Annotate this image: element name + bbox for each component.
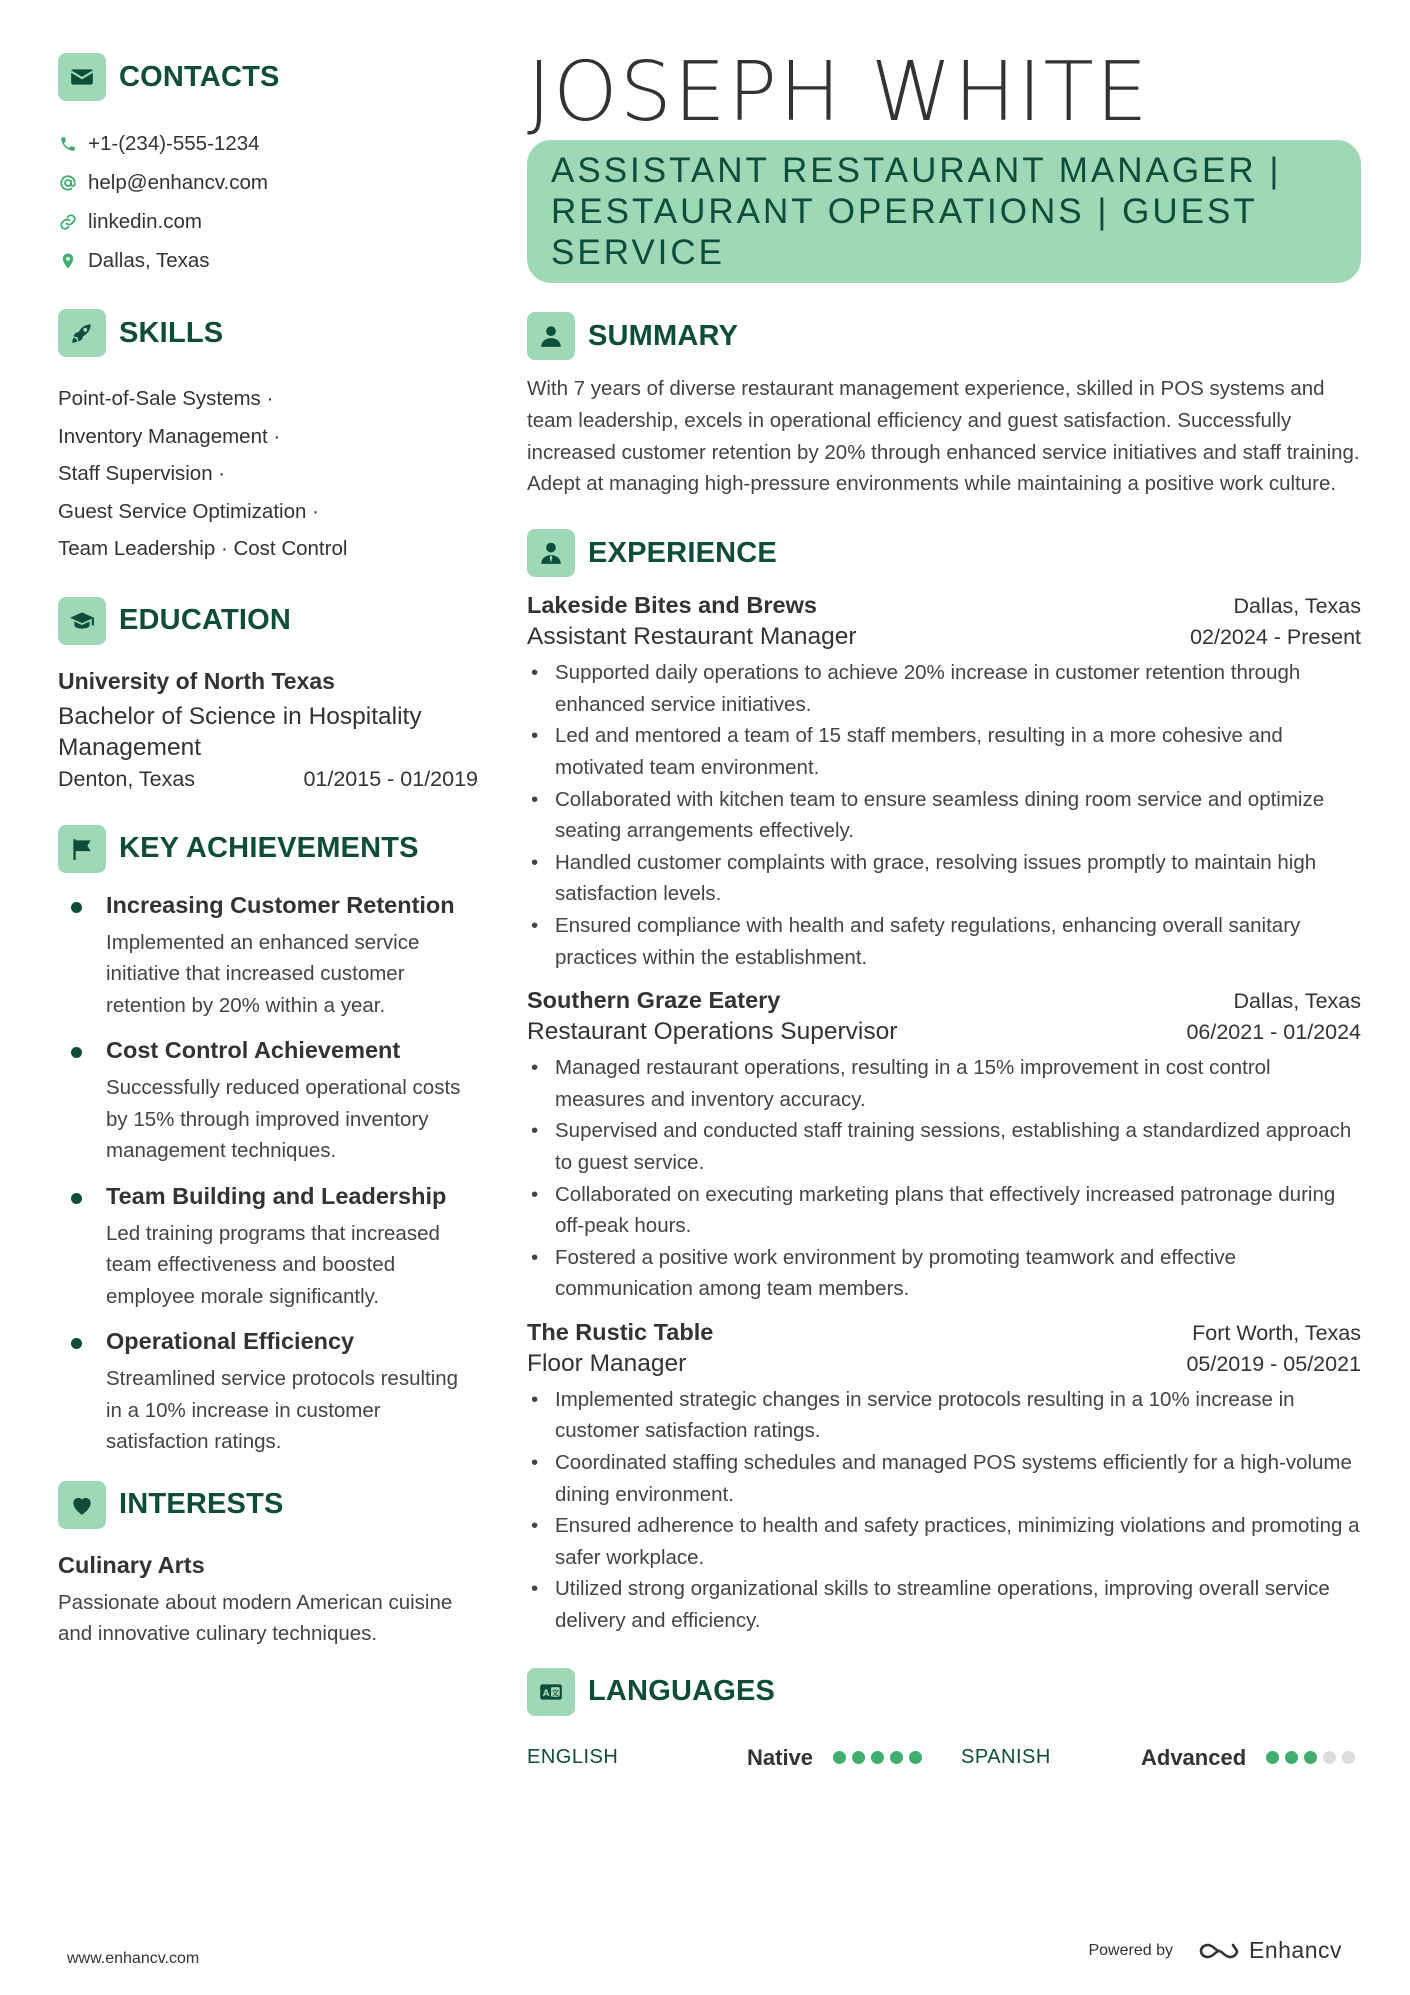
- bullet-dot: [71, 1338, 82, 1349]
- job-dates: 02/2024 - Present: [1190, 625, 1361, 650]
- achievement-item: [58, 1181, 478, 1313]
- map-pin-icon: [58, 251, 78, 271]
- language-rating: [1266, 1751, 1355, 1764]
- job-bullet: • Handled customer complaints with grace, resolving issues promptly to maintain high satisfaction levels.: [527, 847, 1361, 910]
- achievement-title: Operational Efficiency: [106, 1328, 355, 1354]
- job-location: Dallas, Texas: [1233, 594, 1361, 619]
- skill-row: Point-of-Sale Systems ·: [58, 387, 274, 410]
- experience-heading-row: [527, 528, 1361, 578]
- rating-dot: [1285, 1751, 1298, 1764]
- achievement-desc: Implemented an enhanced service initiative that increased customer retention by 20% within a year.: [106, 930, 420, 1017]
- bullet-dot: [71, 902, 82, 913]
- job-bullet: • Supervised and conducted staff training sessions, establishing a standardized approach to guest service.: [527, 1115, 1361, 1178]
- interest-title: Culinary Arts: [58, 1551, 205, 1578]
- rating-dot: [1266, 1751, 1279, 1764]
- email-text: help@enhancv.com: [88, 170, 268, 194]
- job-company: Lakeside Bites and Brews: [527, 592, 817, 619]
- envelope-icon: [58, 53, 106, 101]
- job-bullet: • Implemented strategic changes in service protocols resulting in a 10% increase in customer satisfaction ratings.: [527, 1384, 1361, 1447]
- infinity-icon: [1197, 1939, 1241, 1963]
- contact-phone[interactable]: [58, 124, 478, 163]
- bullet-dot: [71, 1193, 82, 1204]
- job-dates: 05/2019 - 05/2021: [1186, 1351, 1361, 1376]
- contact-location: [58, 241, 478, 280]
- footer-website[interactable]: www.enhancv.com: [67, 1950, 200, 1967]
- job-company: Southern Graze Eatery: [527, 987, 781, 1014]
- user-tie-icon: [527, 529, 575, 577]
- language-rating: [833, 1751, 922, 1764]
- rocket-icon: [58, 309, 106, 357]
- summary-heading: SUMMARY: [588, 319, 739, 352]
- job-bullet: • Ensured adherence to health and safety practices, minimizing violations and promoting a safer workplace.: [527, 1510, 1361, 1573]
- interests-heading: INTERESTS: [119, 1488, 284, 1520]
- language-name: SPANISH: [961, 1746, 1051, 1769]
- job-subheader: [527, 623, 1361, 651]
- achievement-title: Increasing Customer Retention: [106, 891, 455, 918]
- right-column: [527, 45, 1361, 1771]
- contact-list: [58, 124, 478, 280]
- job-bullet: • Led and mentored a team of 15 staff members, resulting in a more cohesive and motivated team environment.: [527, 720, 1361, 783]
- languages-row: [527, 1745, 1361, 1771]
- job-header: [527, 987, 1361, 1014]
- job-entry: [527, 592, 1361, 973]
- summary-text: With 7 years of diverse restaurant management experience, skilled in POS systems and team leadership, excels in operational efficiency and guest satisfaction. Successfully increased customer retention by 20% through enhanced service initiatives and staff training. Adept at managing high-pressure environments while maintaining a positive work culture.: [527, 377, 1360, 496]
- education-meta: [58, 767, 478, 792]
- job-header: [527, 1319, 1361, 1346]
- achievement-desc: Led training programs that increased team effectiveness and boosted employee morale significantly.: [106, 1221, 440, 1308]
- contact-linkedin[interactable]: [58, 202, 478, 241]
- link-icon: [58, 212, 78, 232]
- at-icon: [58, 173, 78, 193]
- skills-heading-row: [58, 308, 478, 358]
- job-bullet: • Collaborated with kitchen team to ensure seamless dining room service and optimize seating arrangements effectively.: [527, 784, 1361, 847]
- rating-dot: [871, 1751, 884, 1764]
- achievements-heading: KEY ACHIEVEMENTS: [119, 832, 419, 864]
- job-bullet: • Fostered a positive work environment by promoting teamwork and effective communication among team members.: [527, 1242, 1361, 1305]
- rating-dot: [909, 1751, 922, 1764]
- interests-heading-row: [58, 1480, 478, 1530]
- enhancv-logo[interactable]: [1197, 1937, 1342, 1964]
- achievement-title: Team Building and Leadership: [106, 1182, 447, 1209]
- languages-heading-row: [527, 1667, 1361, 1717]
- bullet-dot: [71, 1047, 82, 1058]
- skills-list: [58, 380, 478, 568]
- language-level: Advanced: [1141, 1744, 1247, 1770]
- education-location: Denton, Texas: [58, 766, 196, 791]
- job-entry: [527, 1319, 1361, 1637]
- job-bullets: [527, 1384, 1361, 1637]
- contact-email[interactable]: [58, 163, 478, 202]
- interest-desc: Passionate about modern American cuisine and innovative culinary techniques.: [58, 1590, 453, 1645]
- skill-row: Guest Service Optimization ·: [58, 499, 319, 523]
- graduation-cap-icon: [58, 597, 106, 645]
- summary-heading-row: [527, 311, 1361, 361]
- rating-dot: [1342, 1751, 1355, 1764]
- rating-dot: [890, 1751, 903, 1764]
- education-heading: EDUCATION: [119, 604, 292, 636]
- job-subheader: [527, 1350, 1361, 1378]
- title-banner: [527, 140, 1361, 283]
- job-role: Floor Manager: [527, 1349, 687, 1377]
- job-bullet: • Ensured compliance with health and safety regulations, enhancing overall sanitary practices within the establishment.: [527, 910, 1361, 973]
- languages-heading: LANGUAGES: [588, 1675, 776, 1708]
- job-bullet: • Supported daily operations to achieve 20% increase in customer retention through enhanced service initiatives.: [527, 657, 1361, 720]
- brand-name: Enhancv: [1248, 1937, 1342, 1963]
- phone-text: +1-(234)-555-1234: [88, 131, 260, 155]
- job-bullet: • Coordinated staffing schedules and managed POS systems efficiently for a high-volume dining environment.: [527, 1447, 1361, 1510]
- rating-dot: [1304, 1751, 1317, 1764]
- rating-dot: [833, 1751, 846, 1764]
- linkedin-text: linkedin.com: [88, 209, 202, 233]
- achievement-title: Cost Control Achievement: [106, 1037, 401, 1063]
- job-bullets: [527, 657, 1361, 973]
- job-location: Dallas, Texas: [1233, 989, 1361, 1014]
- job-location: Fort Worth, Texas: [1192, 1320, 1361, 1345]
- user-icon: [527, 312, 575, 360]
- job-role: Assistant Restaurant Manager: [527, 623, 857, 651]
- contacts-heading-row: [58, 52, 478, 102]
- job-bullet: • Utilized strong organizational skills to streamline operations, improving overall service delivery and efficiency.: [527, 1573, 1361, 1636]
- education-dates: 01/2015 - 01/2019: [303, 766, 478, 791]
- achievement-desc: Streamlined service protocols resulting in a 10% increase in customer satisfaction ratings.: [106, 1367, 459, 1453]
- contacts-heading: CONTACTS: [119, 60, 280, 93]
- job-bullets: [527, 1052, 1361, 1305]
- heart-icon: [58, 1481, 106, 1529]
- skill-row: Inventory Management ·: [58, 424, 281, 448]
- footer-branding: [1088, 1937, 1342, 1964]
- candidate-name: JOSEPH WHITE: [527, 45, 1150, 140]
- language-icon: [527, 1668, 575, 1716]
- left-column: [58, 52, 478, 1650]
- rating-dot: [852, 1751, 865, 1764]
- phone-icon: [58, 134, 78, 154]
- job-company: The Rustic Table: [527, 1318, 714, 1345]
- education-degree: Bachelor of Science in Hospitality Management: [58, 702, 422, 761]
- job-bullet: • Managed restaurant operations, resulting in a 15% improvement in cost control measures and inventory accuracy.: [527, 1052, 1361, 1115]
- achievement-item: [58, 1326, 478, 1458]
- location-text: Dallas, Texas: [88, 248, 210, 272]
- svg-text:文: 文: [551, 1687, 560, 1697]
- skill-row: Team Leadership · Cost Control: [58, 537, 348, 560]
- flag-icon: [58, 825, 106, 873]
- rating-dot: [1323, 1751, 1336, 1764]
- achievements-heading-row: [58, 824, 478, 874]
- language-item: [527, 1745, 961, 1771]
- language-level: Native: [747, 1744, 814, 1770]
- achievement-desc: Successfully reduced operational costs by 15% through improved inventory management techniques.: [106, 1076, 461, 1162]
- achievement-item: [58, 890, 478, 1022]
- skill-row: Staff Supervision ·: [58, 462, 226, 485]
- job-subheader: [527, 1018, 1361, 1046]
- language-name: ENGLISH: [527, 1746, 619, 1769]
- education-school: University of North Texas: [58, 667, 335, 694]
- achievement-item: [58, 1035, 478, 1167]
- language-item: [961, 1745, 1361, 1771]
- job-role: Restaurant Operations Supervisor: [527, 1018, 898, 1046]
- candidate-title: ASSISTANT RESTAURANT MANAGER | RESTAURANT OPERATIONS | GUEST SERVICE: [551, 151, 1282, 272]
- job-header: [527, 592, 1361, 619]
- svg-text:A: A: [542, 1688, 550, 1699]
- job-entry: [527, 987, 1361, 1305]
- skills-heading: SKILLS: [119, 316, 224, 349]
- education-heading-row: [58, 596, 478, 646]
- powered-by-text: Powered by: [1088, 1941, 1173, 1959]
- job-dates: 06/2021 - 01/2024: [1186, 1020, 1361, 1045]
- job-bullet: • Collaborated on executing marketing plans that effectively increased patronage during off-peak hours.: [527, 1179, 1361, 1242]
- experience-heading: EXPERIENCE: [588, 536, 777, 569]
- achievements-list: [58, 890, 478, 1458]
